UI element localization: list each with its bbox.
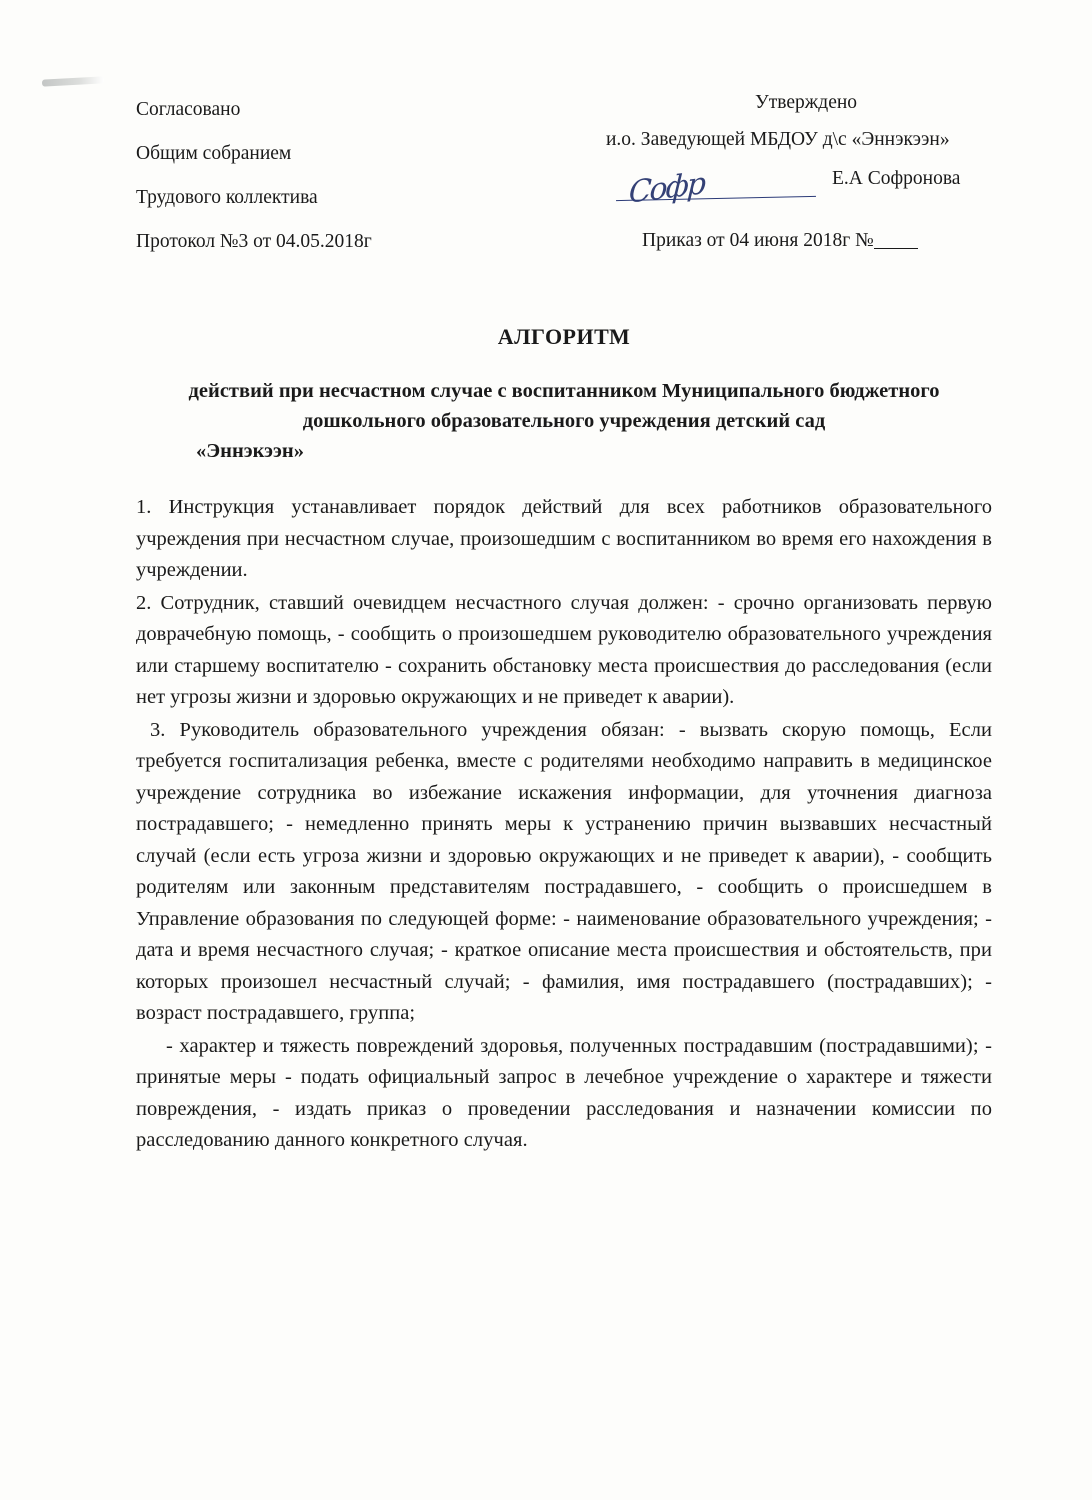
- general-meeting-line: Общим собранием: [136, 143, 292, 164]
- header-right-column: [606, 88, 1006, 252]
- paragraph-3: 3. Руководитель образовательного учреждения обязан: - вызвать скорую помощь, Если требуется госпитализация ребенка, вместе с родителями необходимо направить в медицинское учреждение сотрудника во избежание искажения информации, для уточнения диагноза пострадавшего; - немедленно принять меры к устранению причин вызвавших несчастный случай (если есть угроза жизни и здоровью окружающих и не приведет к аварии), - сообщить родителям или законным представителям пострадавшего, - сообщить о происшедшем в Управление образования по следующей форме: - наименование образовательного учреждения; - дата и время несчастного случая; - краткое описание места происшествия и обстоятельств, при которых произошел несчастный случай; - фамилия, имя пострадавшего (пострадавших); - возраст пострадавшего, группа;: [136, 718, 992, 1024]
- paragraph-2: 2. Сотрудник, ставший очевидцем несчастного случая должен: - срочно организовать первую доврачебную помощь, - сообщить о произошедшем руководителю образовательного учреждения или старшему воспитателю - сохранить обстановку места происшествия до расследования (если нет угрозы жизни и здоровью окружающих и не приведет к аварии).: [136, 591, 992, 708]
- signature-row: [606, 168, 1006, 214]
- agreed-label: Согласовано: [136, 99, 241, 120]
- order-line: [606, 230, 1006, 252]
- paragraph-4: - характер и тяжесть повреждений здоровья, полученных пострадавшим (пострадавшими); - принятые меры - подать официальный запрос в лечебное учреждение о характере и тяжести повреждения, - издать приказ о проведении расследования и назначении комиссии по расследованию данного конкретного случая.: [136, 1034, 992, 1151]
- subtitle-line-2: бюджетного дошкольного образовательного учреждения детский сад: [302, 380, 940, 432]
- order-line-text: Приказ от 04 июня 2018г №: [642, 230, 874, 251]
- page-title: АЛГОРИТМ: [497, 324, 631, 349]
- document-subtitle: [154, 376, 974, 466]
- labor-collective-line: Трудового коллектива: [136, 187, 318, 208]
- header-left-column: [136, 88, 516, 264]
- director-position-line: и.о. Заведующей МБДОУ д\с «Эннэкээн»: [606, 129, 950, 150]
- approved-label: Утверждено: [754, 92, 858, 113]
- scan-artifact: [42, 76, 104, 86]
- subtitle-line-1: действий при несчастном случае с воспитанником Муниципального: [188, 380, 825, 402]
- subtitle-line-3: «Эннэкээн»: [196, 440, 304, 462]
- document-content: [136, 0, 992, 1500]
- document-body: [136, 492, 992, 1157]
- protocol-line: Протокол №3 от 04.05.2018г: [136, 231, 372, 252]
- document-header: [136, 0, 992, 268]
- signer-name: Е.А Софронова: [832, 168, 961, 189]
- order-number-blank: [874, 248, 918, 249]
- paragraph-1: 1. Инструкция устанавливает порядок действий для всех работников образовательного учреждения при несчастном случае, произошедшим с воспитанником во время его нахождения в учреждении.: [136, 496, 992, 581]
- handwritten-signature: Софр: [627, 166, 705, 211]
